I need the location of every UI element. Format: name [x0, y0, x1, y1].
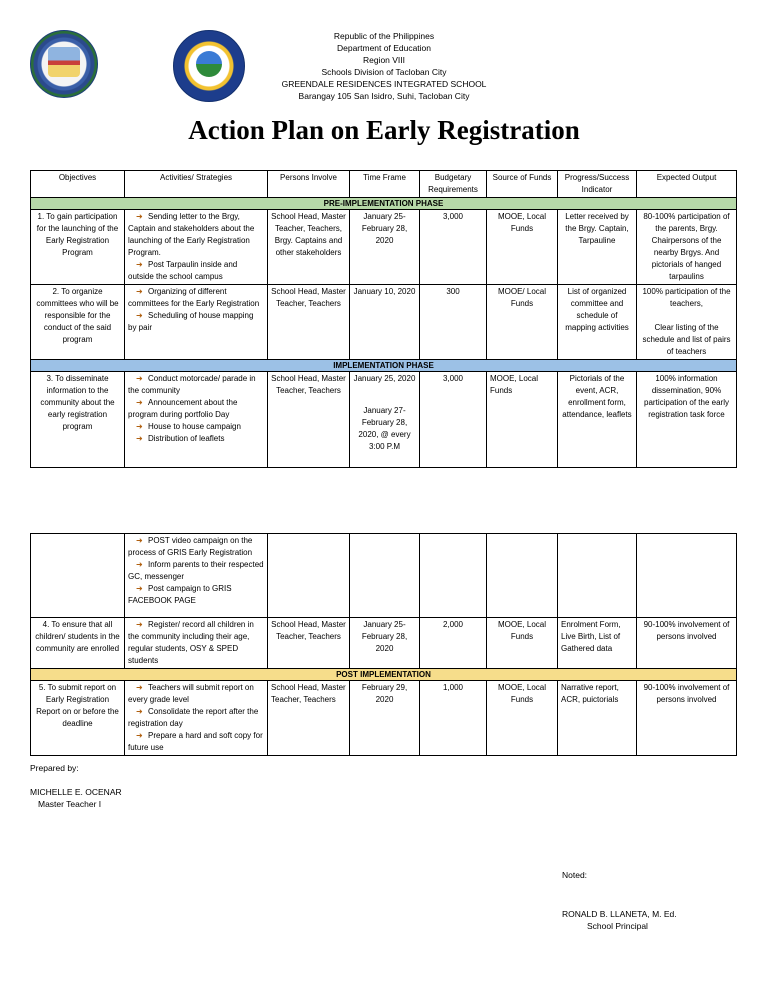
output-cell	[637, 285, 737, 360]
arrow-bullet-icon: ➜	[136, 536, 143, 545]
activities-cell	[125, 285, 268, 360]
noter-name: RONALD B. LLANETA, M. Ed.	[562, 909, 677, 919]
activity-text: Register/ record all children in the community including their age, regular students, OSY & SPED students	[128, 620, 254, 665]
source-cell: MOOE, Local Funds	[487, 681, 558, 756]
action-plan-table-1	[30, 170, 737, 468]
activity-text: Scheduling of house mapping by pair	[128, 311, 254, 332]
output-text: 100% participation of the teachers,	[642, 287, 731, 308]
arrow-bullet-icon: ➜	[136, 422, 143, 431]
letterhead	[0, 30, 768, 102]
col-header: Budgetary Requirements	[420, 171, 487, 198]
table-header-row	[31, 171, 737, 198]
header-line: Schools Division of Tacloban City	[321, 67, 447, 77]
time-cell	[350, 372, 420, 468]
activity-text: Inform parents to their respected GC, messenger	[128, 560, 264, 581]
col-header: Time Frame	[350, 171, 420, 198]
objective-cell: 4. To ensure that all children/ students in the community are enrolled	[31, 618, 125, 669]
activity-text: Conduct motorcade/ parade in the community	[128, 374, 256, 395]
output-cell: 90-100% involvement of persons involved	[637, 681, 737, 756]
objective-cell: 5. To submit report on Early Registration Report on or before the deadline	[31, 681, 125, 756]
activities-cell	[125, 210, 268, 285]
prepared-by-label: Prepared by:	[30, 763, 79, 773]
arrow-bullet-icon: ➜	[136, 683, 143, 692]
persons-cell: School Head, Master Teacher, Teachers	[268, 618, 350, 669]
activities-cell	[125, 372, 268, 468]
table-row	[31, 210, 737, 285]
output-cell: 80-100% participation of the parents, Brgy. Chairpersons of the nearby Brgys. And pictorials of hanged tarpaulins	[637, 210, 737, 285]
activity-text: House to house campaign	[148, 422, 241, 431]
persons-cell: School Head, Master Teacher, Teachers, Brgy. Captains and other stakeholders	[268, 210, 350, 285]
activity-text: Announcement about the program during portfolio Day	[128, 398, 238, 419]
indicator-cell: List of organized committee and schedule of mapping activities	[558, 285, 637, 360]
activities-cell	[125, 681, 268, 756]
activities-cell	[125, 618, 268, 669]
objective-cell: 3. To disseminate information to the community about the early registration program	[31, 372, 125, 468]
output-cell: 90-100% involvement of persons involved	[637, 618, 737, 669]
col-header: Activities/ Strategies	[125, 171, 268, 198]
source-cell: MOOE, Local Funds	[487, 618, 558, 669]
activity-text: Sending letter to the Brgy, Captain and stakeholders about the launching of the Early Registration Program.	[128, 212, 255, 257]
phase-imp-label: IMPLEMENTATION PHASE	[31, 360, 737, 372]
indicator-cell: Letter received by the Brgy. Captain, Tarpauline	[558, 210, 637, 285]
action-plan-table-2	[30, 533, 737, 756]
budget-cell: 3,000	[420, 372, 487, 468]
noted-label: Noted:	[562, 870, 588, 880]
output-cell: 100% information dissemination, 90% participation of the early registration task force	[637, 372, 737, 468]
header-line: GREENDALE RESIDENCES INTEGRATED SCHOOL	[281, 79, 487, 89]
arrow-bullet-icon: ➜	[136, 560, 143, 569]
table-row	[31, 681, 737, 756]
time-cell: January 25-February 28, 2020	[350, 210, 420, 285]
col-header: Progress/Success Indicator	[558, 171, 637, 198]
preparer-title: Master Teacher I	[38, 799, 102, 809]
activity-text: Consolidate the report after the registration day	[128, 707, 259, 728]
arrow-bullet-icon: ➜	[136, 311, 143, 320]
arrow-bullet-icon: ➜	[136, 374, 143, 383]
budget-cell: 1,000	[420, 681, 487, 756]
noter-title: School Principal	[587, 921, 648, 931]
activities-cell	[125, 534, 268, 618]
arrow-bullet-icon: ➜	[136, 260, 143, 269]
table-row	[31, 285, 737, 360]
time-text: January 25, 2020	[353, 374, 416, 383]
arrow-bullet-icon: ➜	[136, 620, 143, 629]
arrow-bullet-icon: ➜	[136, 584, 143, 593]
col-header: Persons Involve	[268, 171, 350, 198]
activity-text: Prepare a hard and soft copy for future use	[128, 731, 263, 752]
source-cell: MOOE/ Local Funds	[487, 285, 558, 360]
persons-cell: School Head, Master Teacher, Teachers	[268, 372, 350, 468]
header-line: Republic of the Philippines	[333, 31, 435, 41]
document-title: Action Plan on Early Registration	[188, 115, 580, 145]
col-header: Source of Funds	[487, 171, 558, 198]
table-row	[31, 372, 737, 468]
activity-text: Teachers will submit report on every grade level	[128, 683, 254, 704]
indicator-cell: Pictorials of the event, ACR, enrollment form, attendance, leaflets	[558, 372, 637, 468]
source-cell: MOOE, Local Funds	[487, 210, 558, 285]
budget-cell: 300	[420, 285, 487, 360]
activity-text: Distribution of leaflets	[148, 434, 225, 443]
activity-text: Organizing of different committees for the Early Registration	[128, 287, 260, 308]
budget-cell: 2,000	[420, 618, 487, 669]
output-text: Clear listing of the schedule and list of pairs of teachers	[642, 323, 731, 356]
header-line: Barangay 105 San Isidro, Suhi, Tacloban City	[298, 91, 470, 101]
header-line: Department of Education	[336, 43, 432, 53]
preparer-name: MICHELLE E. OCENAR	[30, 787, 122, 797]
activity-text: Post Tarpaulin inside and outside the school campus	[128, 260, 238, 281]
time-cell: January 10, 2020	[350, 285, 420, 360]
activity-text: Post campaign to GRIS FACEBOOK PAGE	[128, 584, 232, 605]
header-line: Region VIII	[362, 55, 406, 65]
arrow-bullet-icon: ➜	[136, 731, 143, 740]
indicator-cell: Narrative report, ACR, puictorials	[558, 681, 637, 756]
time-cell: February 29, 2020	[350, 681, 420, 756]
objective-cell: 2. To organize committees who will be responsible for the conduct of the said program	[31, 285, 125, 360]
arrow-bullet-icon: ➜	[136, 434, 143, 443]
persons-cell: School Head, Master Teacher, Teachers	[268, 285, 350, 360]
phase-post-label: POST IMPLEMENTATION	[31, 669, 737, 681]
arrow-bullet-icon: ➜	[136, 212, 143, 221]
table-row	[31, 618, 737, 669]
arrow-bullet-icon: ➜	[136, 398, 143, 407]
objective-cell: 1. To gain participation for the launching of the Early Registration Program	[31, 210, 125, 285]
col-header: Objectives	[31, 171, 125, 198]
indicator-cell: Enrolment Form, Live Birth, List of Gathered data	[558, 618, 637, 669]
arrow-bullet-icon: ➜	[136, 287, 143, 296]
table-row	[31, 534, 737, 618]
arrow-bullet-icon: ➜	[136, 707, 143, 716]
col-header: Expected Output	[637, 171, 737, 198]
time-text: January 27-February 28, 2020, @ every 3:00 P.M	[358, 406, 411, 451]
persons-cell: School Head, Master Teacher, Teachers	[268, 681, 350, 756]
phase-pre-label: PRE-IMPLEMENTATION PHASE	[31, 198, 737, 210]
budget-cell: 3,000	[420, 210, 487, 285]
time-cell: January 25-February 28, 2020	[350, 618, 420, 669]
activity-text: POST video campaign on the process of GRIS Early Registration	[128, 536, 253, 557]
source-cell: MOOE, Local Funds	[487, 372, 558, 468]
